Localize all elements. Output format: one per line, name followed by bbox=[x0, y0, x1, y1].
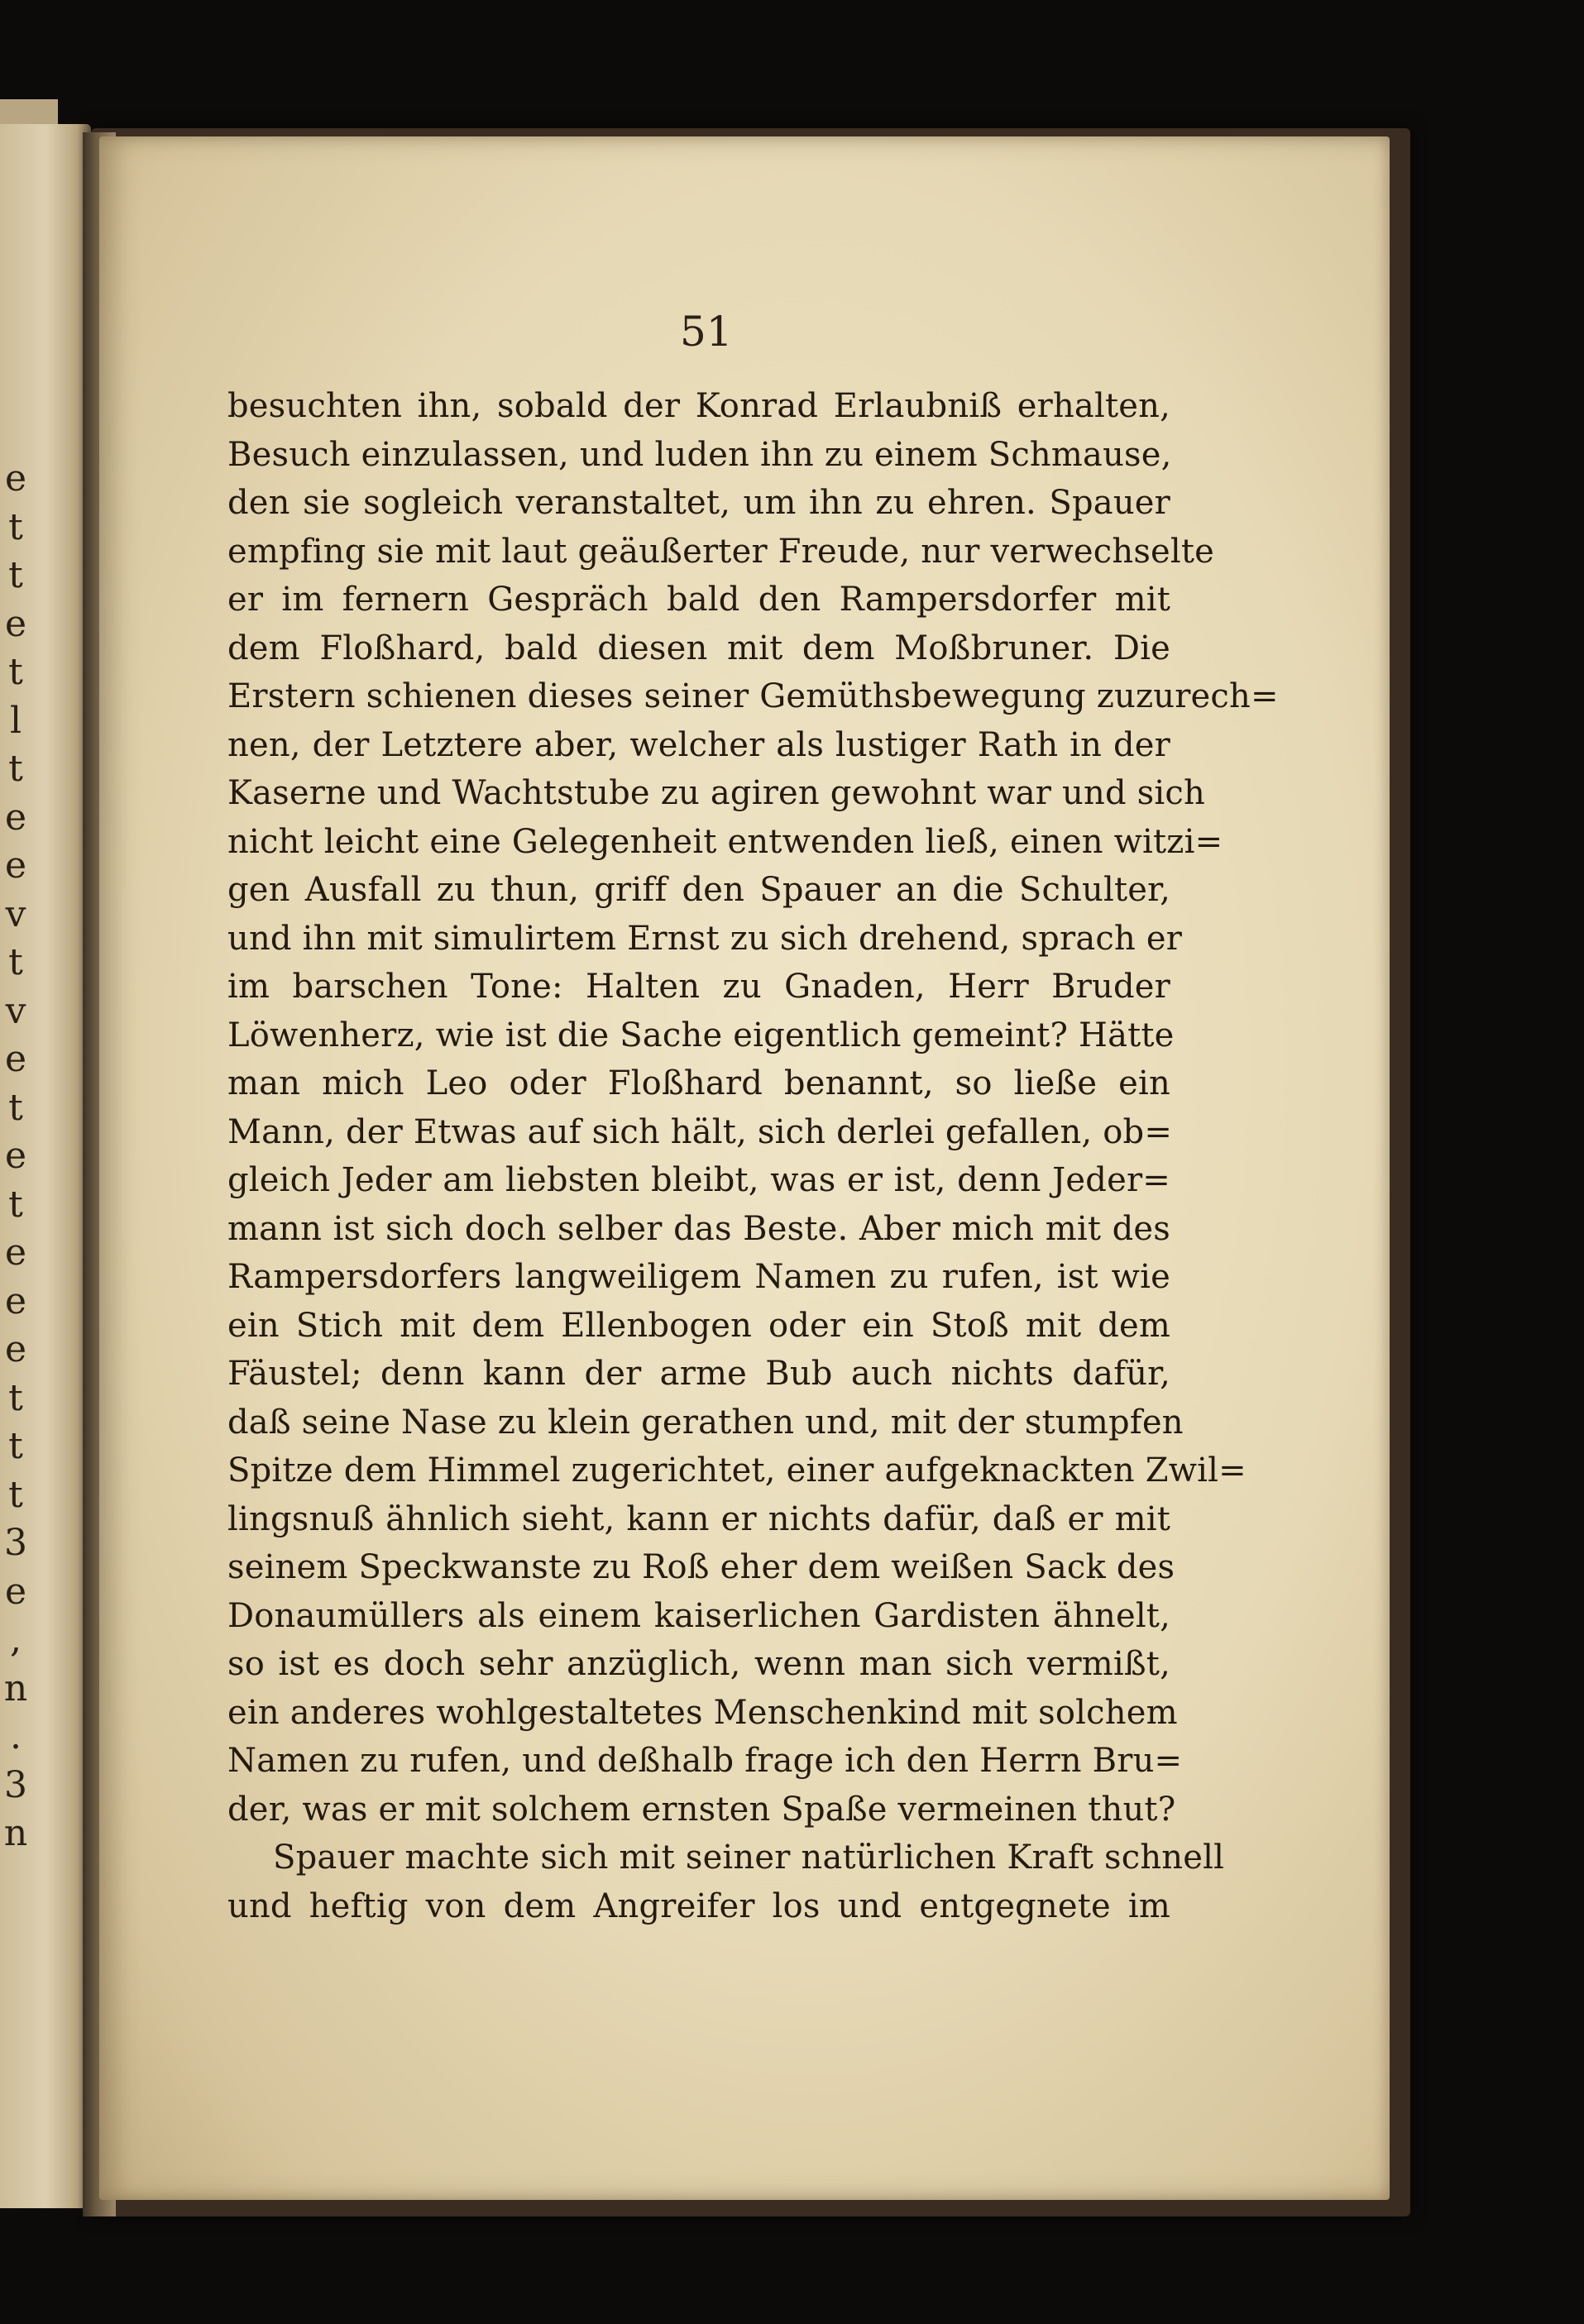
page-number: 51 bbox=[680, 308, 733, 356]
left-edge-letter: t bbox=[8, 1183, 23, 1226]
text-line: und heftig von dem Angreifer los und entgegnete im bbox=[227, 1886, 1170, 1925]
text-line: den sie sogleich veranstaltet, um ihn zu ehren. Spauer bbox=[227, 484, 1170, 522]
text-line: Namen zu rufen, und deßhalb frage ich den Herrn Bru= bbox=[227, 1742, 1183, 1780]
left-page-edge-letters bbox=[3, 455, 28, 1858]
text-line: lingsnuß ähnlich sieht, kann er nichts dafür, daß er mit bbox=[227, 1499, 1170, 1538]
text-line: Kaserne und Wachtstube zu agiren gewohnt war und sich bbox=[227, 774, 1205, 812]
text-line: gleich Jeder am liebsten bleibt, was er ist, denn Jeder= bbox=[227, 1161, 1170, 1199]
left-edge-letter: e bbox=[4, 796, 27, 839]
left-edge-letter: t bbox=[8, 1376, 23, 1419]
text-line: Erstern schienen dieses seiner Gemüthsbewegung zuzurech= bbox=[227, 677, 1279, 715]
text-line: der, was er mit solchem ernsten Spaße vermeinen thut? bbox=[227, 1790, 1176, 1829]
text-line: Spitze dem Himmel zugerichtet, einer aufgeknackten Zwil= bbox=[227, 1451, 1247, 1490]
left-edge-letter: t bbox=[8, 1473, 23, 1516]
text-line: Fäustel; denn kann der arme Bub auch nichts dafür, bbox=[227, 1355, 1170, 1393]
left-edge-letter: e bbox=[4, 1135, 27, 1177]
text-line: mann ist sich doch selber das Beste. Aber mich mit des bbox=[227, 1209, 1170, 1248]
text-line: ein anderes wohlgestaltetes Menschenkind mit solchem bbox=[227, 1693, 1178, 1732]
text-line: daß seine Nase zu klein gerathen und, mit der stumpfen bbox=[227, 1403, 1184, 1442]
left-edge-letter: 3 bbox=[4, 1522, 27, 1564]
left-edge-letter: , bbox=[10, 1619, 22, 1661]
text-line: besuchten ihn, sobald der Konrad Erlaubniß erhalten, bbox=[227, 387, 1170, 425]
left-edge-letter: t bbox=[8, 1425, 23, 1467]
left-edge-letter: 3 bbox=[4, 1763, 27, 1806]
text-line: Besuch einzulassen, und luden ihn zu einem Schmause, bbox=[227, 435, 1172, 474]
text-line: und ihn mit simulirtem Ernst zu sich drehend, sprach er bbox=[227, 919, 1183, 958]
left-edge-letter: l bbox=[9, 699, 22, 742]
text-line: man mich Leo oder Floßhard benannt, so ließe ein bbox=[227, 1064, 1170, 1102]
text-line: er im fernern Gespräch bald den Rampersdorfer mit bbox=[227, 581, 1170, 619]
left-edge-letter: e bbox=[4, 1570, 27, 1613]
text-line: Donaumüllers als einem kaiserlichen Gardisten ähnelt, bbox=[227, 1596, 1170, 1635]
text-line: nicht leicht eine Gelegenheit entwenden ließ, einen witzi= bbox=[227, 822, 1223, 861]
body-text bbox=[227, 382, 1279, 1930]
text-line: Rampersdorfers langweiligem Namen zu rufen, ist wie bbox=[227, 1258, 1170, 1296]
left-edge-letter: t bbox=[8, 748, 23, 790]
text-line: so ist es doch sehr anzüglich, wenn man sich vermißt, bbox=[227, 1645, 1170, 1683]
text-line: Löwenherz, wie ist die Sache eigentlich gemeint? Hätte bbox=[227, 1016, 1175, 1054]
text-line: Mann, der Etwas auf sich hält, sich derlei gefallen, ob= bbox=[227, 1112, 1173, 1151]
left-edge-letter: . bbox=[10, 1715, 22, 1757]
left-edge-letter: t bbox=[8, 554, 23, 596]
text-line: gen Ausfall zu thun, griff den Spauer an die Schulter, bbox=[227, 871, 1170, 909]
left-edge-letter: t bbox=[8, 941, 23, 983]
text-line: nen, der Letztere aber, welcher als lustiger Rath in der bbox=[227, 725, 1170, 764]
left-edge-letter: e bbox=[4, 1038, 27, 1080]
left-edge-letter: v bbox=[5, 892, 26, 935]
text-line: Spauer machte sich mit seiner natürlichen Kraft schnell bbox=[273, 1839, 1225, 1877]
text-line: im barschen Tone: Halten zu Gnaden, Herr Bruder bbox=[227, 968, 1170, 1006]
text-line: ein Stich mit dem Ellenbogen oder ein Stoß mit dem bbox=[227, 1306, 1170, 1345]
left-edge-letter: e bbox=[4, 1279, 27, 1322]
left-edge-letter: e bbox=[4, 1328, 27, 1370]
text-line: dem Floßhard, bald diesen mit dem Moßbruner. Die bbox=[227, 629, 1170, 667]
left-edge-letter: e bbox=[4, 602, 27, 645]
left-edge-letter: e bbox=[4, 1231, 27, 1274]
left-edge-letter: t bbox=[8, 651, 23, 693]
text-line: empfing sie mit laut geäußerter Freude, nur verwechselte bbox=[227, 532, 1215, 571]
left-edge-letter: e bbox=[4, 457, 27, 500]
left-edge-letter: t bbox=[8, 1086, 23, 1129]
text-line: seinem Speckwanste zu Roß eher dem weißen Sack des bbox=[227, 1548, 1175, 1586]
left-edge-letter: v bbox=[5, 989, 26, 1032]
left-edge-letter: t bbox=[8, 505, 23, 548]
left-facing-page bbox=[0, 124, 91, 2208]
left-edge-letter: n bbox=[3, 1812, 28, 1854]
left-edge-letter: n bbox=[3, 1666, 28, 1710]
left-edge-letter: e bbox=[4, 844, 27, 887]
